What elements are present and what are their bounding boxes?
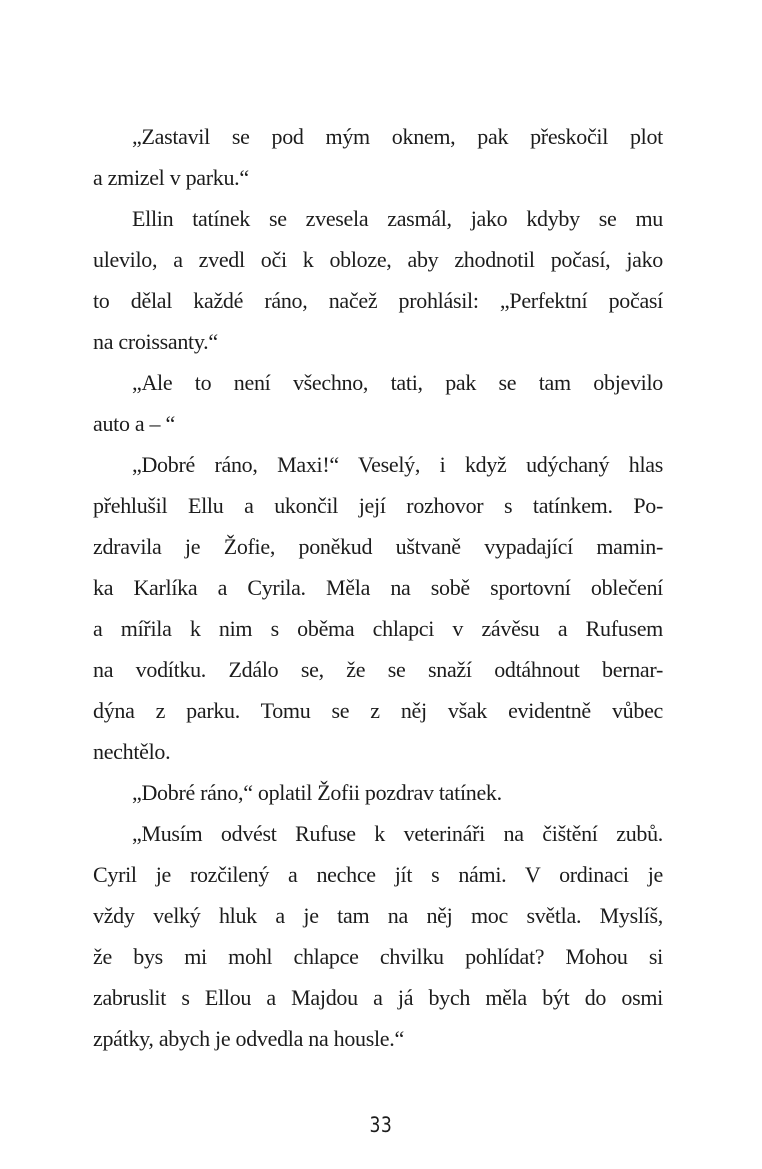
text-line: zpátky, abych je odvedla na housle.“ xyxy=(93,1026,404,1051)
paragraph xyxy=(93,772,663,813)
text-line: „Ale to není všechno, tati, pak se tam objevilo xyxy=(132,370,663,395)
text-line: na vodítku. Zdálo se, že se snaží odtáhnout bernar- xyxy=(93,657,663,682)
paragraph xyxy=(93,116,663,198)
text-line: „Dobré ráno, Maxi!“ Veselý, i když udýchaný hlas xyxy=(132,452,663,477)
body-text xyxy=(93,116,663,1059)
paragraph xyxy=(93,813,663,1059)
text-line: zabruslit s Ellou a Majdou a já bych měla být do osmi xyxy=(93,985,663,1010)
text-line: „Dobré ráno,“ oplatil Žofii pozdrav tatínek. xyxy=(132,780,502,805)
paragraph xyxy=(93,362,663,444)
text-line: „Zastavil se pod mým oknem, pak přeskočil plot xyxy=(132,124,663,149)
text-line: a zmizel v parku.“ xyxy=(93,165,249,190)
page-footer xyxy=(0,1112,762,1138)
paragraph xyxy=(93,444,663,772)
text-line: Ellin tatínek se zvesela zasmál, jako kdyby se mu xyxy=(132,206,663,231)
text-line: na croissanty.“ xyxy=(93,329,218,354)
text-line: nechtělo. xyxy=(93,739,171,764)
text-line: auto a – “ xyxy=(93,411,175,436)
paragraph xyxy=(93,198,663,362)
text-line: ka Karlíka a Cyrila. Měla na sobě sportovní oblečení xyxy=(93,575,663,600)
text-line: vždy velký hluk a je tam na něj moc světla. Myslíš, xyxy=(93,903,663,928)
text-line: že bys mi mohl chlapce chvilku pohlídat? Mohou si xyxy=(93,944,663,969)
page-number: 33 xyxy=(369,1113,393,1137)
text-line: dýna z parku. Tomu se z něj však evidentně vůbec xyxy=(93,698,663,723)
text-line: ulevilo, a zvedl oči k obloze, aby zhodnotil počasí, jako xyxy=(93,247,663,272)
text-line: přehlušil Ellu a ukončil její rozhovor s tatínkem. Po- xyxy=(93,493,663,518)
text-line: Cyril je rozčilený a nechce jít s námi. V ordinaci je xyxy=(93,862,663,887)
text-line: a mířila k nim s oběma chlapci v závěsu a Rufusem xyxy=(93,616,663,641)
text-line: „Musím odvést Rufuse k veterináři na čištění zubů. xyxy=(132,821,663,846)
text-line: zdravila je Žofie, poněkud uštvaně vypadající mamin- xyxy=(93,534,663,559)
text-line: to dělal každé ráno, načež prohlásil: „Perfektní počasí xyxy=(93,288,663,313)
